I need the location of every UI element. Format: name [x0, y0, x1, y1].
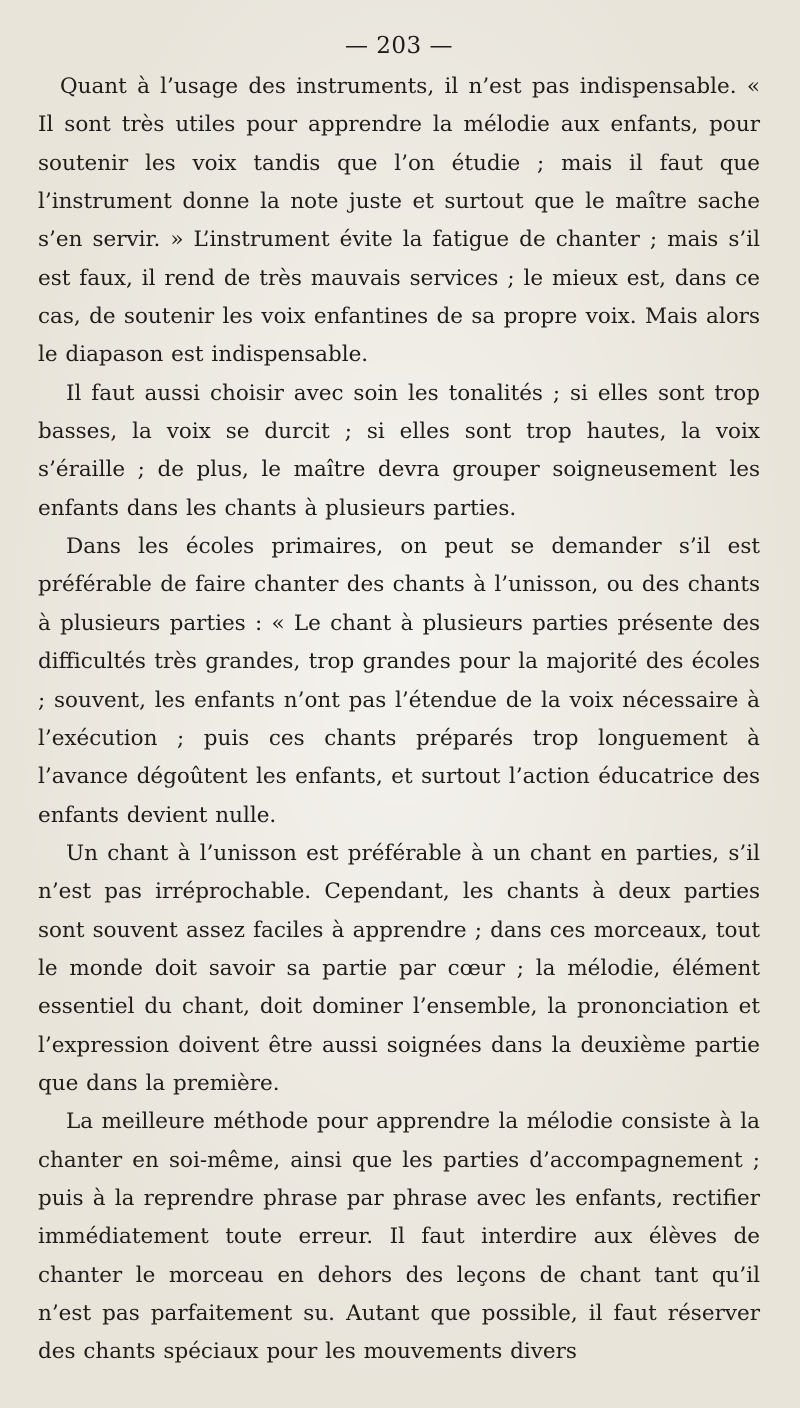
paragraph: Un chant à l’unisson est préférable à un chant en parties, s’il n’est pas irréprochable. Cependant, les chants à deux parties sont souvent assez faciles à apprendre ; dans ces morceaux, tout le monde doit savoir sa partie par cœur ; la mélodie, élément essentiel du chant, doit dominer l’ensemble, la prononciation et l’expression doivent être aussi soignées dans la deuxième partie que dans la première. [38, 840, 760, 1096]
paragraph: Dans les écoles primaires, on peut se demander s’il est préférable de faire chanter des chants à l’unisson, ou des chants à plusieurs parties : « Le chant à plusieurs parties présente des difficultés très grandes, trop grandes pour la majorité des écoles ; souvent, les enfants n’ont pas l’étendue de la voix nécessaire à l’exécution ; puis ces chants préparés trop longuement à l’avance dégoûtent les enfants, et surtout l’action éducatrice des enfants devient nulle. [38, 534, 760, 828]
paragraph: Il faut aussi choisir avec soin les tonalités ; si elles sont trop basses, la voix se durcit ; si elles sont trop hautes, la voix s’éraille ; de plus, le maître devra grouper soigneusement les enfants dans les chants à plusieurs parties. [38, 380, 760, 521]
paragraph: La meilleure méthode pour apprendre la mélodie consiste à la chanter en soi-même, ainsi que les parties d’accompagnement ; puis à la reprendre phrase par phrase avec les enfants, rectifier immédiatement toute erreur. Il faut interdire aux élèves de chanter le morceau en dehors des leçons de chant tant qu’il n’est pas parfaitement su. Autant que possible, il faut réserver des chants spéciaux pour les mouvements divers [38, 1109, 760, 1365]
page-body [38, 68, 760, 1372]
paragraph: Quant à l’usage des instruments, il n’est pas indispensable. « Il sont très utiles pour apprendre la mélodie aux enfants, pour soutenir les voix tandis que l’on étudie ; mais il faut que l’instrument donne la note juste et surtout que le maître sache s’en servir. » L’instrument évite la fatigue de chanter ; mais s’il est faux, il rend de très mauvais services ; le mieux est, dans ce cas, de soutenir les voix enfantines de sa propre voix. Mais alors le diapason est indispensable. [38, 74, 760, 368]
page-number: — 203 — [344, 33, 454, 59]
